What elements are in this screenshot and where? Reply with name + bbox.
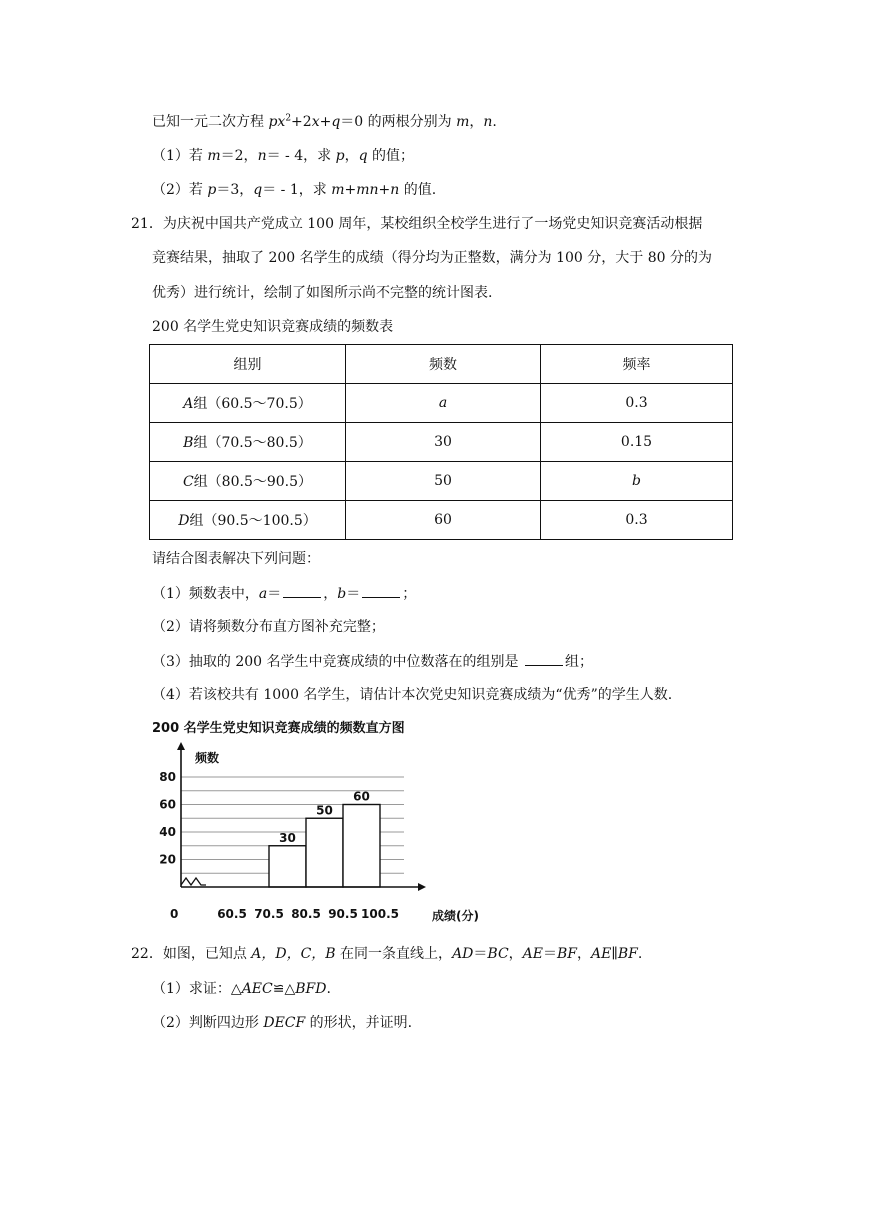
x-tick-label: 60.5 [217, 907, 247, 921]
cell-count: 30 [346, 423, 541, 462]
histogram-bar [306, 818, 343, 887]
histogram-bar [269, 846, 306, 887]
q21-line3: 优秀）进行统计，绘制了如图所示尚不完整的统计图表. [152, 285, 493, 301]
y-tick-label: 20 [159, 852, 176, 867]
cell-group: B组（70.5～80.5） [150, 423, 346, 462]
histogram-bar [343, 805, 380, 888]
frequency-histogram [148, 738, 479, 928]
cell-group: A组（60.5～70.5） [150, 384, 346, 423]
table-caption: 200 名学生党史知识竞赛成绩的频数表 [152, 319, 394, 335]
q21-sub2: （2）请将频数分布直方图补充完整； [152, 619, 385, 635]
q20-intro: 已知一元二次方程 $px^2+2x+q=0$ 的两根分别为 m，n. [152, 113, 497, 130]
q21-line1: 21．为庆祝中国共产党成立 100 周年，某校组织全校学生进行了一场党史知识竞赛活动根据 [131, 216, 703, 232]
x-tick-label: 100.5 [361, 907, 399, 921]
q22-line1: 22．如图，已知点 A，D，C，B 在同一条直线上，AD＝BC，AE＝BF，AE∥BF. [131, 946, 643, 962]
table-row [150, 462, 733, 501]
q22-part1: （1）求证：△AEC≌△BFD. [152, 981, 331, 997]
origin-label: 0 [170, 907, 179, 921]
table-row [150, 501, 733, 540]
table-row [150, 384, 733, 423]
cell-rate: 0.3 [541, 501, 733, 540]
cell-rate: b [541, 462, 733, 501]
x-tick-label: 70.5 [254, 907, 284, 921]
y-tick-label: 60 [159, 797, 176, 812]
answer-blank-a[interactable] [283, 583, 321, 598]
x-tick-label: 90.5 [328, 907, 358, 921]
q21-sub3: （3）抽取的 200 名学生中竞赛成绩的中位数落在的组别是 组； [152, 651, 593, 672]
cell-group: D组（90.5～100.5） [150, 501, 346, 540]
q21-sub4: （4）若该校共有 1000 名学生，请估计本次党史知识竞赛成绩为“优秀”的学生人数. [152, 687, 673, 703]
bar-value-label: 30 [279, 830, 296, 845]
answer-blank-group[interactable] [525, 651, 563, 666]
q21-sub1: （1）频数表中，a＝ ，b＝ ； [152, 583, 416, 604]
y-tick-label: 80 [159, 770, 176, 784]
q20-part1: （1）若 m＝2，n＝ - 4，求 p，q 的值； [152, 148, 414, 164]
x-axis-arrow [418, 883, 426, 891]
cell-rate: 0.15 [541, 423, 733, 462]
q21-line2: 竞赛结果，抽取了 200 名学生的成绩（得分均为正整数，满分为 100 分，大于 80 分的为 [152, 250, 712, 266]
cell-rate: 0.3 [541, 384, 733, 423]
answer-blank-b[interactable] [362, 583, 400, 598]
header-group: 组别 [150, 345, 346, 384]
q21-instruction: 请结合图表解决下列问题： [152, 551, 320, 567]
table-row [150, 423, 733, 462]
y-axis-label: 频数 [195, 751, 220, 765]
bar-value-label: 60 [353, 789, 370, 804]
frequency-table [149, 344, 733, 540]
table-header-row [150, 345, 733, 384]
header-rate: 频率 [541, 345, 733, 384]
x-axis-label: 成绩(分) [432, 909, 479, 923]
cell-count: 50 [346, 462, 541, 501]
q20-part2: （2）若 p＝3，q＝ - 1，求 m+mn+n 的值. [152, 182, 437, 198]
x-tick-label: 80.5 [291, 907, 321, 921]
header-count: 频数 [346, 345, 541, 384]
cell-count: a [346, 384, 541, 423]
histogram-title: 200 名学生党史知识竞赛成绩的频数直方图 [152, 721, 405, 736]
cell-count: 60 [346, 501, 541, 540]
y-tick-label: 40 [159, 825, 176, 839]
cell-group: C组（80.5～90.5） [150, 462, 346, 501]
y-axis-arrow [177, 742, 185, 750]
bar-value-label: 50 [316, 803, 333, 818]
q22-part2: （2）判断四边形 DECF 的形状，并证明. [152, 1015, 413, 1031]
axis-break-mark [181, 878, 206, 885]
